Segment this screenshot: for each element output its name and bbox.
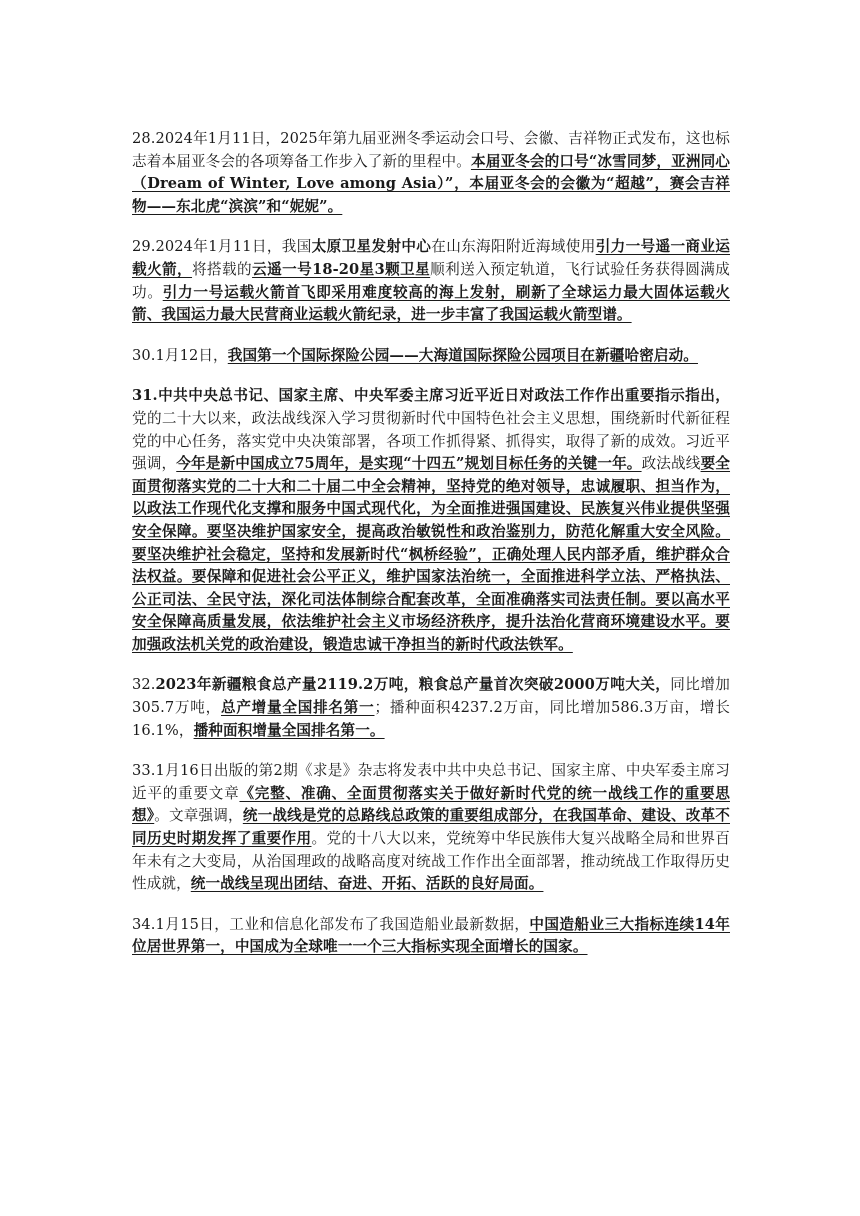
item-number: 32.	[132, 676, 156, 694]
item-number: 28.	[132, 130, 156, 147]
item-number: 33.	[132, 762, 156, 780]
bold-segment: 中共中央总书记、国家主席、中央军委主席习近平近日对政法工作作出重要指示指出，	[157, 387, 730, 405]
text-segment: 1月15日，工业和信息化部发布了我国造船业最新数据，	[155, 915, 530, 933]
text-segment: 1月12日，	[155, 346, 228, 364]
news-item-30	[132, 345, 730, 368]
document-page	[132, 128, 730, 977]
text-segment: 党的二十大以来，政法战线深入学习贯彻新时代中国特色社会主义思想，围绕新时代新征程党的中心任务，落实党中央决策部署，各项工作抓得紧、抓得实，取得了新的成效。习近平强调，	[132, 409, 730, 473]
news-item-29	[132, 236, 730, 326]
highlight-segment: 引力一号运载火箭首飞即采用难度较高的海上发射，刷新了全球运力最大固体运载火箭、我国运力最大民营商业运载火箭纪录，进一步丰富了我国运载火箭型谱。	[132, 283, 730, 324]
text-segment: 。党的十八大以来，党统筹中华民族伟大复兴战略全局和世界百年未有之大变局，从治国理政的战略高度对统战工作作出全面部署，推动统战工作取得历史性成就，	[132, 830, 730, 893]
text-segment: 顺利送入预定轨道，飞行试验任务获得圆满成功。	[132, 260, 730, 301]
text-segment: 1月16日出版的第2期《求是》杂志将发表中共中央总书记、国家主席、中央军委主席习近平的重要文章	[132, 762, 730, 802]
highlight-segment: 《完整、准确、全面贯彻落实关于做好新时代党的统一战线工作的重要思想》	[132, 784, 730, 825]
text-segment: 将搭载的	[192, 260, 253, 278]
news-item-33	[132, 760, 730, 896]
item-number: 31.	[132, 387, 158, 405]
text-segment: 。文章强调，	[154, 807, 243, 825]
news-item-28	[132, 128, 730, 218]
highlight-segment: 本届亚冬会的口号“冰雪同梦，亚洲同心（Dream of Winter, Love among Asia）”，本届亚冬会的会徽为“超越”，赛会吉祥物——东北虎“滨滨”和“妮妮”。	[132, 152, 730, 215]
highlight-segment: 我国第一个国际探险公园——大海道国际探险公园项目在新疆哈密启动。	[227, 346, 698, 364]
bold-segment: 太原卫星发射中心	[311, 238, 432, 256]
highlight-segment: 播种面积增量全国排名第一。	[193, 721, 385, 739]
highlight-segment: 统一战线呈现出团结、奋进、开拓、活跃的良好局面。	[190, 875, 544, 893]
item-number: 34.	[132, 915, 156, 933]
highlight-segment: 今年是新中国成立75周年，是实现“十四五”规划目标任务的关键一年。	[176, 455, 642, 473]
item-number: 30.	[132, 346, 156, 364]
text-segment: 2024年1月11日，我国	[155, 238, 312, 256]
highlight-segment: 云遥一号18-20星3颗卫星	[252, 260, 431, 278]
text-segment: 同比增加305.7万吨，	[132, 676, 730, 717]
highlight-segment: 统一战线是党的总路线总政策的重要组成部分，在我国革命、建设、改革不同历史时期发挥了重要作用	[132, 807, 730, 848]
text-segment: 在山东海阳附近海域使用	[431, 238, 596, 256]
highlight-segment: 中国造船业三大指标连续14年位居世界第一，中国成为全球唯一一个三大指标实现全面增长的国家。	[132, 915, 730, 956]
news-item-34	[132, 914, 730, 959]
highlight-segment: 总产增量全国排名第一	[220, 699, 375, 717]
item-number: 29.	[132, 238, 156, 256]
highlight-segment: 要全面贯彻落实党的二十大和二十届二中全会精神，坚持党的绝对领导，忠诚履职、担当作为，以政法工作现代化支撑和服务中国式现代化，为全面推进强国建设、民族复兴伟业提供坚强安全保障。要坚决维护国家安全，提高政治敏锐性和政治鉴别力，防范化解重大安全风险。要坚决维护社会稳定，坚持和发展新时代“枫桥经验”，正确处理人民内部矛盾，维护群众合法权益。要保障和促进社会公平正义，维护国家法治统一，全面推进科学立法、严格执法、公正司法、全民守法，深化司法体制综合配套改革，全面准确落实司法责任制。要以高水平安全保障高质量发展，依法维护社会主义市场经济秩序，提升法治化营商环境建设水平。要加强政法机关党的政治建设，锻造忠诚干净担当的新时代政法铁军。	[132, 455, 731, 653]
text-segment: ；播种面积4237.2万亩，同比增加586.3万亩，增长16.1%，	[132, 699, 730, 739]
news-item-32	[132, 674, 730, 742]
news-item-31	[132, 385, 730, 656]
bold-segment: 2023年新疆粮食总产量2119.2万吨，粮食总产量首次突破2000万吨大关，	[155, 676, 671, 694]
highlight-segment: 引力一号遥一商业运载火箭，	[132, 238, 730, 278]
text-segment: 政法战线	[641, 455, 701, 473]
text-segment: 2024年1月11日，2025年第九届亚洲冬季运动会口号、会徽、吉祥物正式发布，这也标志着本届亚冬会的各项筹备工作步入了新的里程中。	[132, 130, 730, 170]
